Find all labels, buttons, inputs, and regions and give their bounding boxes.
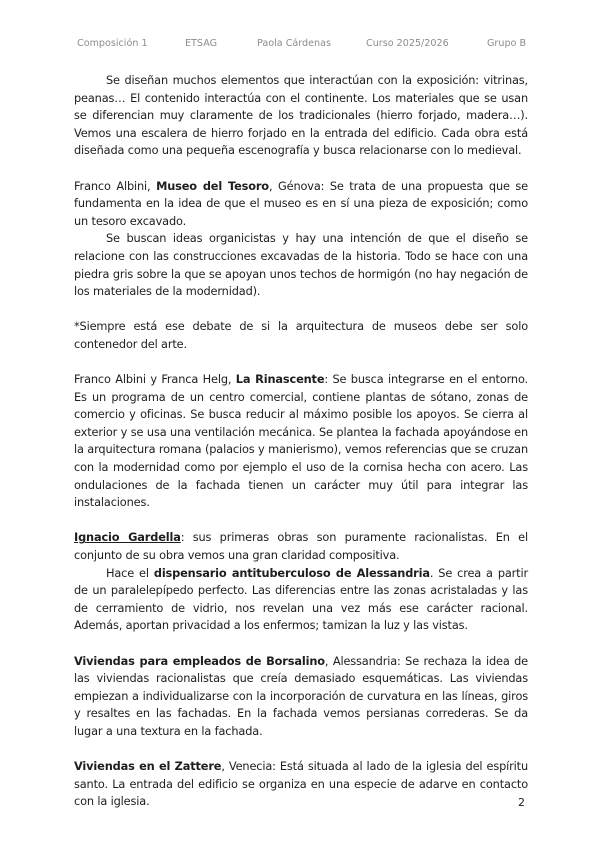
- paragraph: Se buscan ideas organicistas y hay una intención de que el diseño se relacione con las construcciones excavadas de la historia. Todo se hace con una piedra gris sobre la que se apoyan unos techos de hormigón (no hay negación de los materiales de la modernidad).: [74, 231, 528, 299]
- page-number: 2: [518, 796, 525, 809]
- paragraph: Franco Albini, Museo del Tesoro, Génova: Se trata de una propuesta que se fundamenta en la idea de que el museo es en sí una pieza de exposición; como un tesoro excavado.: [74, 178, 528, 228]
- paragraph: Se diseñan muchos elementos que interactúan con la exposición: vitrinas, peanas… El contenido interactúa con el continente. Los materiales que se usan se diferencian muy claramente de los tradicionales (hierro forjado, madera…). Vemos una escalera de hierro forjado en la entrada del edificio. Cada obra está diseñada como una pequeña escenografía y busca relacionarse con lo medieval.: [74, 73, 528, 158]
- building-name: Viviendas para empleados de Borsalino: [74, 653, 325, 668]
- paragraph: Hace el dispensario antituberculoso de Alessandria. Se crea a partir de un paralelepípedo perfecto. Las diferencias entre las zonas acristaladas y las de cerramiento de vidrio, nos revelan una vez más ese carácter racional. Además, aportan privacidad a los enfermos; tamizan la luz y las vistas.: [74, 565, 528, 633]
- building-name: Viviendas en el Zattere: [74, 759, 222, 774]
- building-name: La Rinascente: [235, 372, 325, 387]
- header-year: Curso 2025/2026: [366, 38, 449, 49]
- paragraph: Viviendas para empleados de Borsalino, Alessandria: Se rechaza la idea de las viviendas racionalistas que creía demasiado esquemáticas. Las viviendas empiezan a individualizarse con la incorporación de curvatura en las líneas, giros y resaltes en las fachadas. En la fachada vemos persianas correderas. Se da lugar a una textura en la fachada.: [74, 653, 528, 738]
- page-body: [74, 72, 528, 811]
- paragraph: Ignacio Gardella: sus primeras obras son puramente racionalistas. En el conjunto de su obra vemos una gran claridad compositiva.: [74, 530, 528, 563]
- header-course: Composición 1: [77, 38, 148, 49]
- paragraph: Viviendas en el Zattere, Venecia: Está situada al lado de la iglesia del espíritu santo. La entrada del edificio se organiza en una especie de adarve en contacto con la iglesia.: [74, 759, 528, 809]
- building-name: Museo del Tesoro: [156, 178, 269, 193]
- page-header: [0, 38, 600, 52]
- header-group: Grupo B: [487, 38, 527, 49]
- architect-name: Ignacio Gardella: [74, 530, 181, 545]
- note-paragraph: *Siempre está ese debate de si la arquitectura de museos debe ser solo contenedor del arte.: [74, 319, 528, 351]
- paragraph: Franco Albini y Franca Helg, La Rinascente: Se busca integrarse en el entorno. Es un programa de un centro comercial, contiene plantas de sótano, zonas de comercio y oficinas. Se busca reducir al máximo posible los apoyos. Se cierra al exterior y se usa una ventilación mecánica. Se plantea la fachada apoyándose en la arquitectura romana (palacios y manierismo), vemos referencias que se cruzan con la modernidad como por ejemplo el uso de la cornisa hecha con acero. Las ondulaciones de la fachada tienen un carácter muy útil para integrar las instalaciones.: [74, 372, 529, 510]
- header-author: Paola Cárdenas: [257, 38, 331, 49]
- building-name: dispensario antituberculoso de Alessandria: [153, 565, 430, 580]
- header-school: ETSAG: [185, 38, 218, 49]
